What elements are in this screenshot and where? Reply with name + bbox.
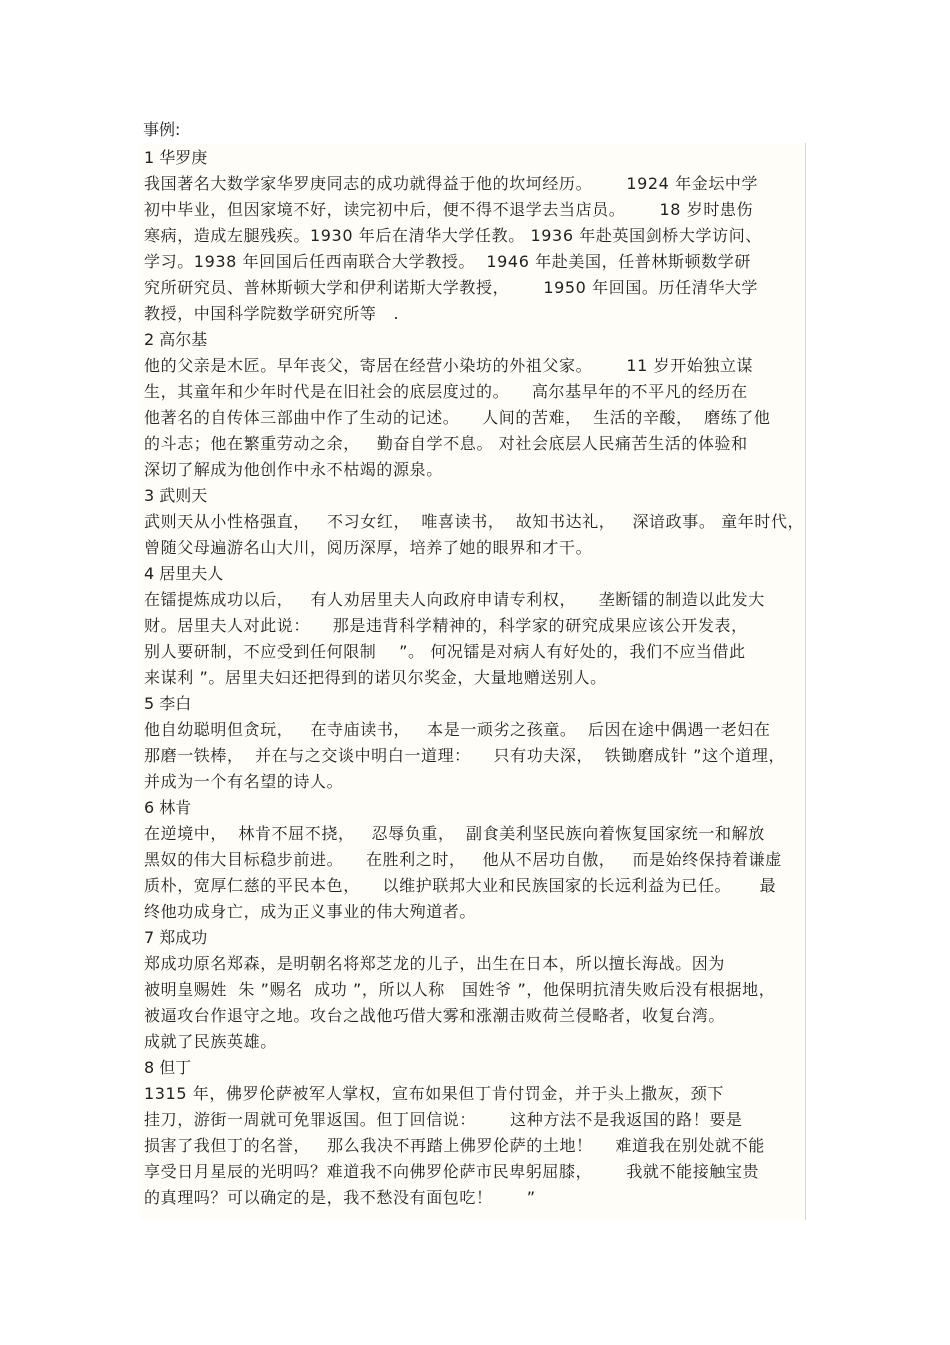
example-section xyxy=(144,795,805,925)
example-title: 6 林肯 xyxy=(144,798,192,817)
example-text-line: 他的父亲是木匠。早年丧父，寄居在经营小染坊的外祖父家。 11 岁开始独立谋 xyxy=(144,356,754,375)
example-text-line: 的真理吗？可以确定的是，我不愁没有面包吃！ ” xyxy=(144,1188,536,1207)
example-title: 8 但丁 xyxy=(144,1058,192,1077)
example-section xyxy=(144,145,805,327)
example-text-line: 别人要研制，不应受到任何限制 ”。 何况镭是对病人有好处的，我们不应当借此 xyxy=(144,642,746,661)
example-text-line: 初中毕业，但因家境不好，读完初中后，便不得不退学去当店员。 18 岁时患伤 xyxy=(144,200,754,219)
example-text-line: 挂刀，游街一周就可免罪返国。但丁回信说： 这种方法不是我返国的路！要是 xyxy=(144,1110,743,1129)
example-text-line: 他著名的自传体三部曲中作了生动的记述。 人间的苦难， 生活的辛酸， 磨练了他 xyxy=(144,408,771,427)
example-title: 3 武则天 xyxy=(144,486,208,505)
example-title: 4 居里夫人 xyxy=(144,564,224,583)
example-section xyxy=(144,925,805,1055)
example-text-line: 生，其童年和少年时代是在旧社会的底层度过的。 高尔基早年的不平凡的经历在 xyxy=(144,382,748,401)
example-section xyxy=(144,1055,805,1211)
example-section xyxy=(144,327,805,483)
example-text-line: 的斗志；他在繁重劳动之余， 勤奋自学不息。 对社会底层人民痛苦生活的体验和 xyxy=(144,434,748,453)
example-text-line: 来谋利 ”。居里夫妇还把得到的诺贝尔奖金，大量地赠送别人。 xyxy=(144,668,607,687)
example-text-line: 被逼攻台作退守之地。攻台之战他巧借大雾和涨潮击败荷兰侵略者，收复台湾。 xyxy=(144,1006,726,1025)
example-text-line: 究所研究员、普林斯顿大学和伊利诺斯大学教授， 1950 年回国。历任清华大学 xyxy=(144,278,759,297)
example-text-line: 他自幼聪明但贪玩， 在寺庙读书， 本是一顽劣之孩童。 后因在途中偶遇一老妇在 xyxy=(144,720,771,739)
example-text-line: 深切了解成为他创作中永不枯竭的源泉。 xyxy=(144,460,443,479)
example-text-line: 被明皇赐姓 朱 ”赐名 成功 ”，所以人称 国姓爷 ”，他保明抗清失败后没有根据地， xyxy=(144,980,776,999)
example-text-line: 在镭提炼成功以后， 有人劝居里夫人向政府申请专利权， 垄断镭的制造以此发大 xyxy=(144,590,765,609)
example-text-line: 终他功成身亡，成为正义事业的伟大殉道者。 xyxy=(144,902,477,921)
example-title: 5 李白 xyxy=(144,694,192,713)
example-text-line: 损害了我但丁的名誉， 那么我决不再踏上佛罗伦萨的土地！ 难道我在别处就不能 xyxy=(144,1136,765,1155)
example-text-line: 武则天从小性格强直， 不习女红， 唯喜读书， 故知书达礼， 深谙政事。 童年时代， xyxy=(144,512,805,531)
example-text-line: 并成为一个有名望的诗人。 xyxy=(144,772,344,791)
example-title: 2 高尔基 xyxy=(144,330,208,349)
example-section xyxy=(144,691,805,795)
example-text-line: 学习。1938 年回国后任西南联合大学教授。 1946 年赴美国，任普林斯顿数学研 xyxy=(144,252,751,271)
text-panel xyxy=(140,143,806,1220)
example-text-line: 曾随父母遍游名山大川，阅历深厚，培养了她的眼界和才干。 xyxy=(144,538,593,557)
example-text-line: 享受日月星辰的光明吗？难道我不向佛罗伦萨市民卑躬屈膝， 我就不能接触宝贵 xyxy=(144,1162,760,1181)
example-text-line: 1315 年，佛罗伦萨被军人掌权，宣布如果但丁肯付罚金，并于头上撒灰，颈下 xyxy=(144,1084,725,1103)
page-heading: 事例: xyxy=(143,120,181,139)
example-text-line: 寒病，造成左腿残疾。1930 年后在清华大学任教。 1936 年赴英国剑桥大学访问、 xyxy=(144,226,762,245)
example-text-line: 质朴，宽厚仁慈的平民本色， 以维护联邦大业和民族国家的长远利益为已任。 最 xyxy=(144,876,777,895)
example-text-line: 财。居里夫人对此说： 那是违背科学精神的，科学家的研究成果应该公开发表， xyxy=(144,616,748,635)
example-text-line: 成就了民族英雄。 xyxy=(144,1032,277,1051)
example-text-line: 我国著名大数学家华罗庚同志的成功就得益于他的坎坷经历。 1924 年金坛中学 xyxy=(144,174,759,193)
example-section xyxy=(144,561,805,691)
example-text-line: 郑成功原名郑森，是明朝名将郑芝龙的儿子，出生在日本，所以擅长海战。因为 xyxy=(144,954,726,973)
example-text-line: 黑奴的伟大目标稳步前进。 在胜利之时， 他从不居功自傲， 而是始终保持着谦虚 xyxy=(144,850,782,869)
example-text-line: 教授，中国科学院数学研究所等 . xyxy=(144,304,400,323)
example-section xyxy=(144,483,805,561)
example-text-line: 在逆境中， 林肯不屈不挠， 忍辱负重， 副食美利坚民族向着恢复国家统一和解放 xyxy=(144,824,765,843)
example-title: 7 郑成功 xyxy=(144,928,208,947)
example-text-line: 那磨一铁棒， 并在与之交谈中明白一道理： 只有功夫深， 铁锄磨成针 ”这个道理， xyxy=(144,746,786,765)
example-title: 1 华罗庚 xyxy=(144,148,208,167)
